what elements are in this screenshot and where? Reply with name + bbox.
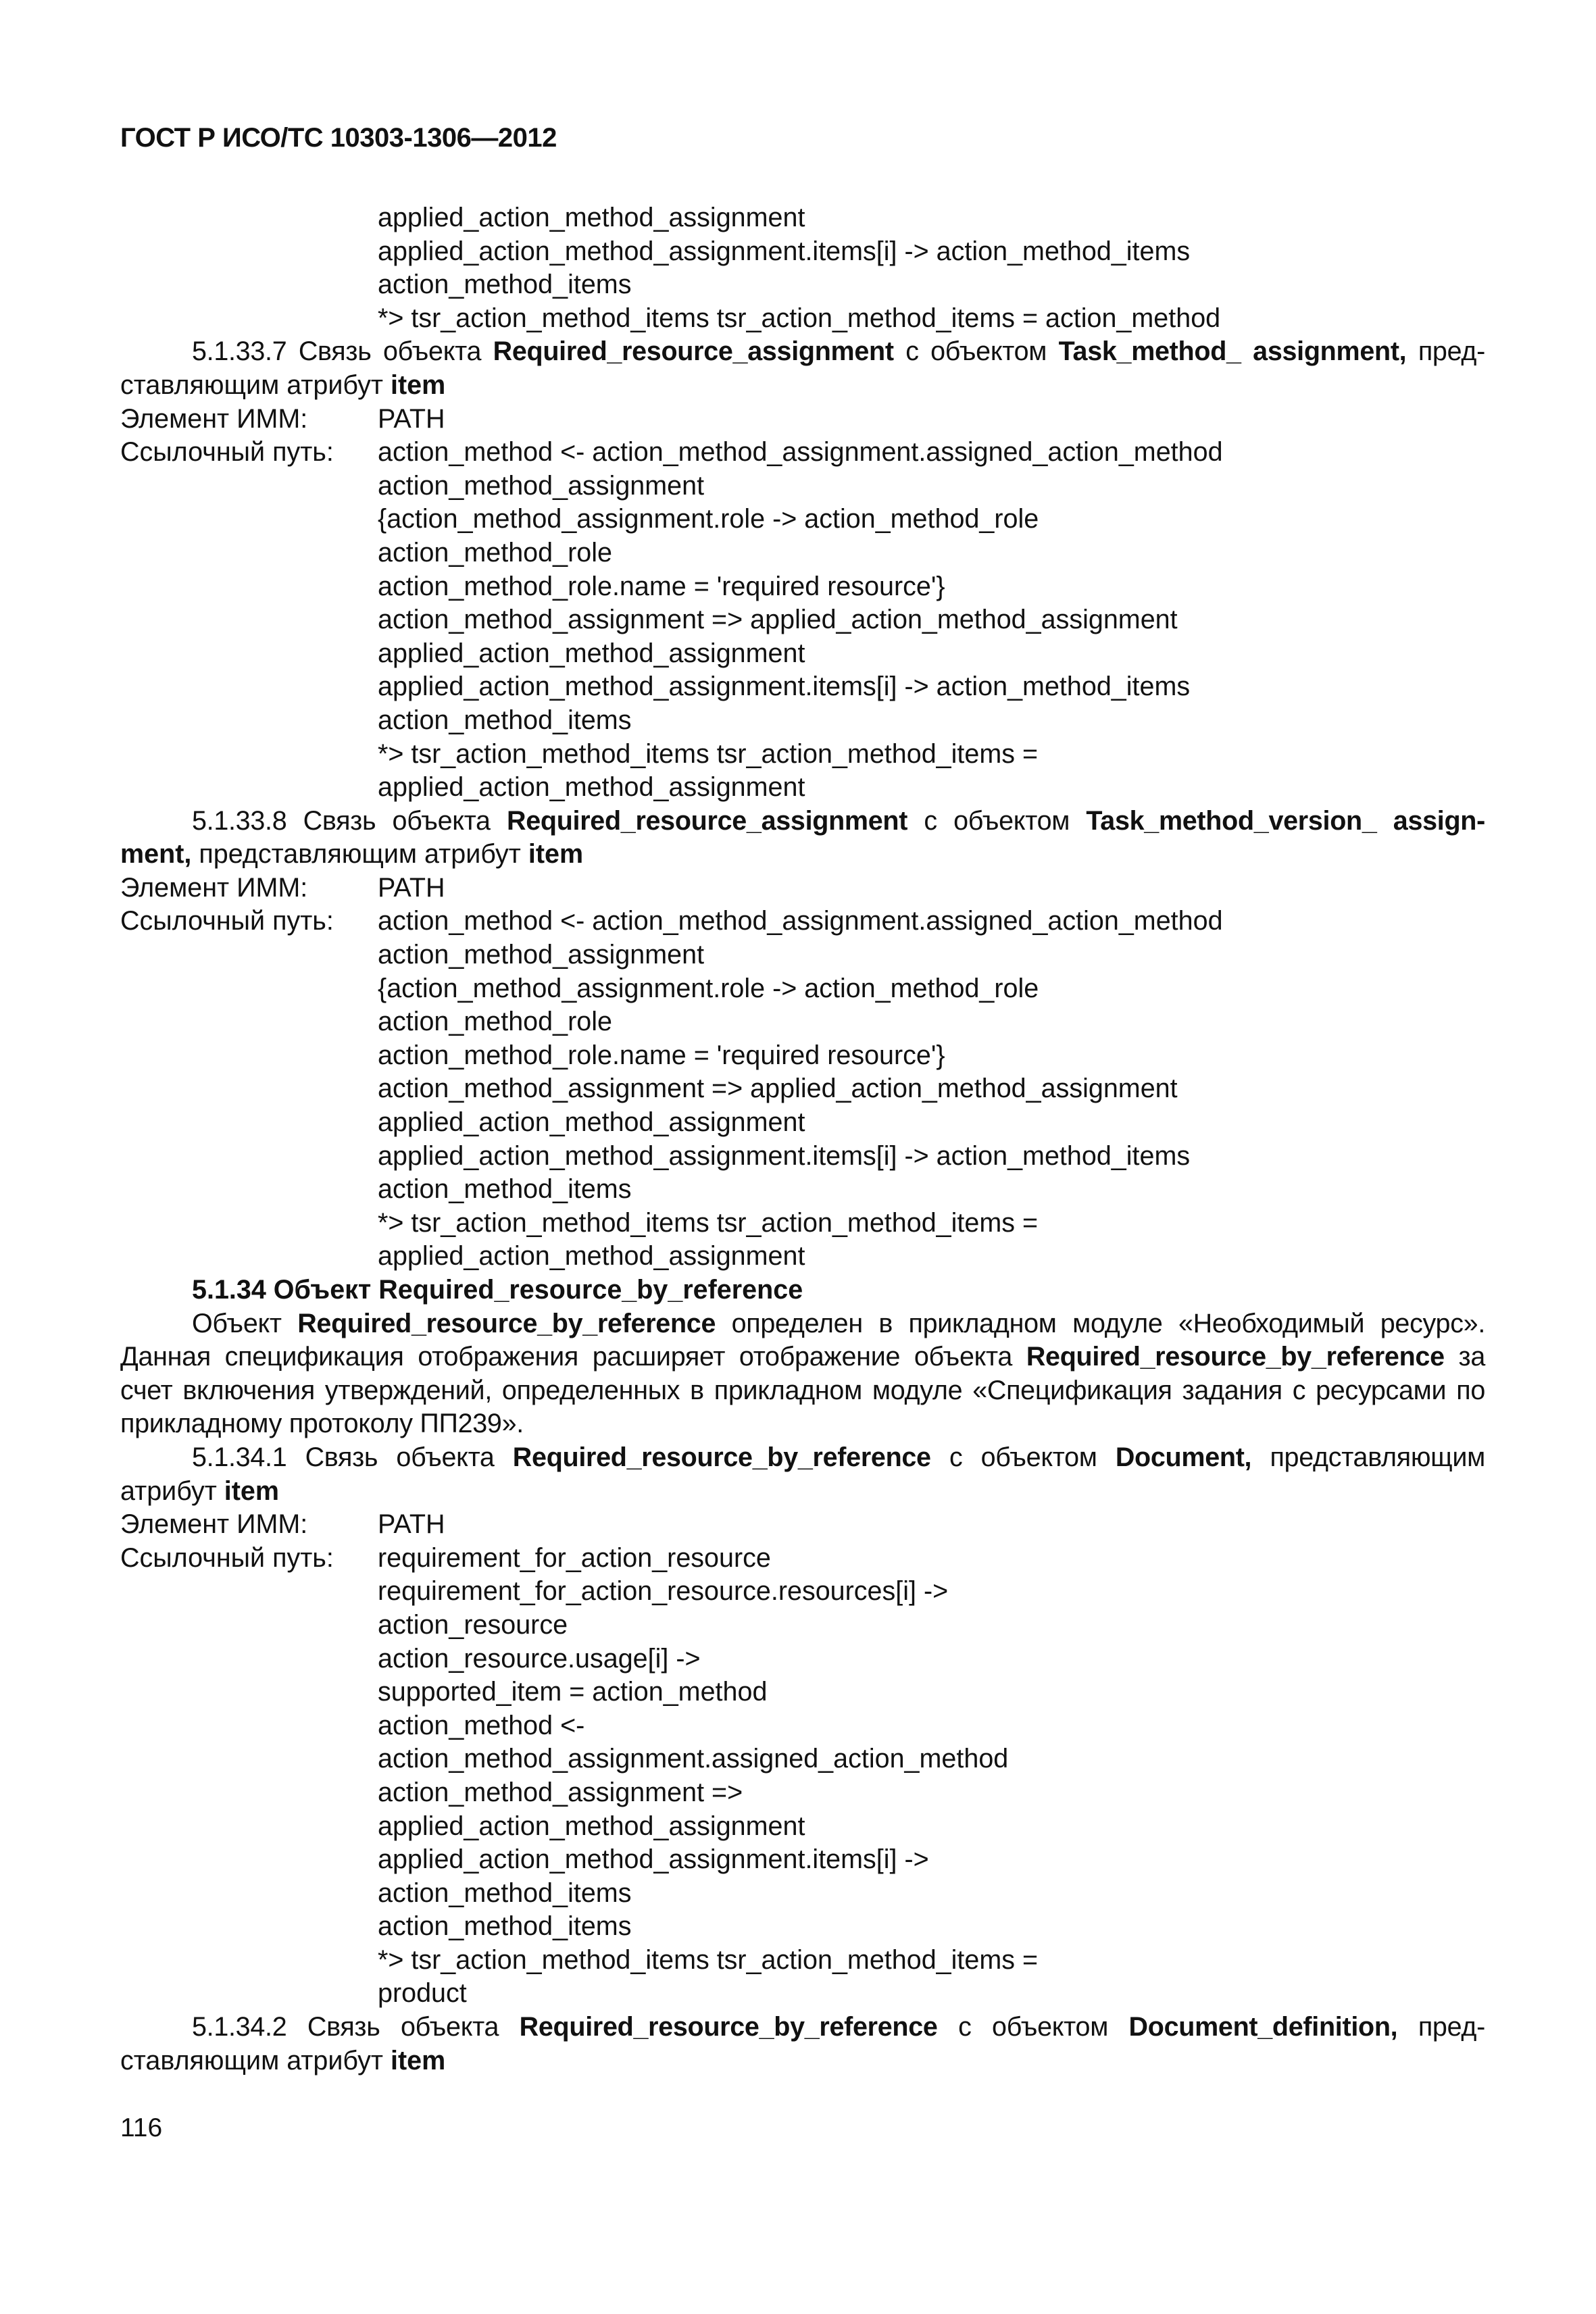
object-name: Required_resource_by_reference xyxy=(512,1442,931,1472)
path-line: {action_method_assignment.role -> action_method_role xyxy=(378,504,1039,534)
clause-title xyxy=(120,335,1485,369)
path-line: applied_action_method_assignment.items[i] -> action_method_items xyxy=(378,236,1191,266)
top-path-lines xyxy=(120,201,1485,335)
path-line: action_method_role xyxy=(378,1007,612,1037)
path-line: product xyxy=(378,1978,467,2009)
clause-text: с объектом xyxy=(930,1442,1116,1472)
imm-value: PATH xyxy=(378,1509,445,1540)
clause-title-cont xyxy=(120,369,1485,403)
path-line: action_method_role xyxy=(378,537,612,568)
page-number: 116 xyxy=(120,2113,163,2142)
path-line: applied_action_method_assignment.items[i] -> action_method_items xyxy=(378,672,1191,702)
path-line: requirement_for_action_resource.resources[i] -> xyxy=(378,1576,949,1607)
path-line: action_method_items xyxy=(378,270,632,300)
clause-text: ставляющим атрибут xyxy=(120,2045,391,2076)
clause-number: 5.1.34.2 Связь объекта xyxy=(192,2012,520,2042)
path-line: action_method_items xyxy=(378,1174,632,1205)
object-name: Required_resource_assignment xyxy=(493,336,894,367)
clause-text: представляющим xyxy=(1251,1442,1485,1472)
ref-label: Ссылочный путь: xyxy=(120,906,334,936)
clause-title xyxy=(120,1441,1485,1475)
path-line: action_method_assignment xyxy=(378,940,705,970)
path-line: action_method_assignment => applied_action_method_assignment xyxy=(378,605,1178,635)
ref-row xyxy=(120,905,1485,938)
clause-title-cont xyxy=(120,1475,1485,1509)
path-line: action_method <- xyxy=(378,1710,585,1740)
clause-text: пред- xyxy=(1397,2012,1485,2042)
object-name: Required_resource_assignment xyxy=(506,805,908,836)
ref-row xyxy=(120,1542,1485,1576)
object-name: Required_resource_by_reference xyxy=(297,1308,716,1338)
path-line: applied_action_method_assignment xyxy=(378,772,805,803)
path-line: *> tsr_action_method_items tsr_action_method_items = xyxy=(378,1944,1039,1975)
path-line: action_method_assignment => xyxy=(378,1777,743,1807)
path-line: applied_action_method_assignment xyxy=(378,1107,805,1138)
imm-value: PATH xyxy=(378,403,445,434)
path-line: applied_action_method_assignment xyxy=(378,638,805,668)
page-content xyxy=(120,201,1485,2078)
attribute-name: item xyxy=(391,2045,446,2076)
path-line: supported_item = action_method xyxy=(378,1677,768,1707)
path-line: *> tsr_action_method_items tsr_action_method_items = xyxy=(378,738,1039,769)
target-object-name: Task_method_version_ assign- xyxy=(1086,805,1485,836)
path-line: applied_action_method_assignment xyxy=(378,203,805,232)
attribute-name: item xyxy=(528,839,584,870)
section-5-1-34 xyxy=(120,1274,1485,1441)
section-5-1-34-2 xyxy=(120,2011,1485,2078)
clause-text: с объектом xyxy=(893,336,1059,367)
imm-row xyxy=(120,872,1485,905)
imm-label: Элемент ИММ: xyxy=(120,872,308,903)
clause-text: пред- xyxy=(1406,336,1485,367)
clause-title-cont xyxy=(120,838,1485,872)
clause-number: 5.1.33.7 Связь объекта xyxy=(192,336,493,367)
imm-row xyxy=(120,1508,1485,1542)
path-line: *> tsr_action_method_items tsr_action_method_items = action_method xyxy=(378,303,1221,333)
path-line: requirement_for_action_resource xyxy=(378,1542,771,1573)
imm-row xyxy=(120,403,1485,436)
path-line: action_method_role.name = 'required resource'} xyxy=(378,1040,945,1070)
object-name: Required_resource_by_reference xyxy=(519,2012,938,2042)
path-line: action_method <- action_method_assignment.assigned_action_method xyxy=(378,906,1223,936)
ref-row xyxy=(120,436,1485,470)
path-line: action_method_assignment => applied_action_method_assignment xyxy=(378,1074,1178,1104)
path-line: action_resource xyxy=(378,1609,568,1640)
path-line: action_method_role.name = 'required resource'} xyxy=(378,571,945,601)
path-line: action_resource.usage[i] -> xyxy=(378,1643,701,1674)
path-line: action_method_items xyxy=(378,1911,632,1942)
imm-label: Элемент ИММ: xyxy=(120,1509,308,1540)
target-object-name: Document_definition, xyxy=(1128,2012,1398,2042)
clause-title xyxy=(120,2011,1485,2044)
clause-text: ставляющим атрибут xyxy=(120,370,391,400)
path-line: action_method_items xyxy=(378,705,632,735)
path-line: applied_action_method_assignment xyxy=(378,1811,805,1841)
clause-title-cont xyxy=(120,2044,1485,2078)
clause-text: с объектом xyxy=(937,2012,1129,2042)
path-line: *> tsr_action_method_items tsr_action_method_items = xyxy=(378,1207,1039,1238)
path-line: action_method_assignment xyxy=(378,470,705,501)
document-header: ГОСТ Р ИСО/ТС 10303-1306—2012 xyxy=(120,123,557,153)
path-line: applied_action_method_assignment.items[i] -> xyxy=(378,1844,929,1875)
path-line: {action_method_assignment.role -> action_method_role xyxy=(378,973,1039,1003)
section-5-1-33-7 xyxy=(120,335,1485,804)
clause-number: 5.1.33.8 Связь объекта xyxy=(192,805,507,836)
section-heading: 5.1.34 Объект Required_resource_by_reference xyxy=(192,1275,803,1305)
clause-text: с объектом xyxy=(907,805,1087,836)
section-5-1-33-8 xyxy=(120,805,1485,1274)
path-line: applied_action_method_assignment xyxy=(378,1241,805,1272)
path-line: action_method_items xyxy=(378,1878,632,1908)
target-object-name-cont: ment, xyxy=(120,839,192,870)
clause-text: атрибут xyxy=(120,1476,224,1506)
attribute-name: item xyxy=(391,370,446,400)
section-paragraph xyxy=(120,1307,1485,1441)
path-line: applied_action_method_assignment.items[i] -> action_method_items xyxy=(378,1140,1191,1171)
target-object-name: Task_method_ assignment, xyxy=(1058,336,1407,367)
path-line: action_method <- action_method_assignment.assigned_action_method xyxy=(378,437,1223,468)
target-object-name: Document, xyxy=(1115,1442,1252,1472)
paragraph-text: определен в прикладном модуле «Необходимый ресурс». Данная спецификация отображения расширяет отображение объекта xyxy=(120,1308,1485,1372)
section-5-1-34-1 xyxy=(120,1441,1485,2011)
paragraph-text: за счет включения утверждений, определенных в прикладном модуле «Спецификация задания с ресурсами по прикладному протоколу ПП239». xyxy=(120,1342,1485,1439)
clause-title xyxy=(120,805,1485,838)
ref-label: Ссылочный путь: xyxy=(120,1542,334,1573)
attribute-name: item xyxy=(224,1476,280,1506)
object-name: Required_resource_by_reference xyxy=(1026,1342,1445,1372)
path-line: action_method_assignment.assigned_action_method xyxy=(378,1744,1009,1774)
clause-number: 5.1.34.1 Связь объекта xyxy=(192,1442,513,1472)
clause-text: представляющим атрибут xyxy=(191,839,528,870)
imm-label: Элемент ИММ: xyxy=(120,403,308,434)
ref-label: Ссылочный путь: xyxy=(120,437,334,468)
paragraph-text: Объект xyxy=(192,1308,298,1338)
imm-value: PATH xyxy=(378,872,445,903)
